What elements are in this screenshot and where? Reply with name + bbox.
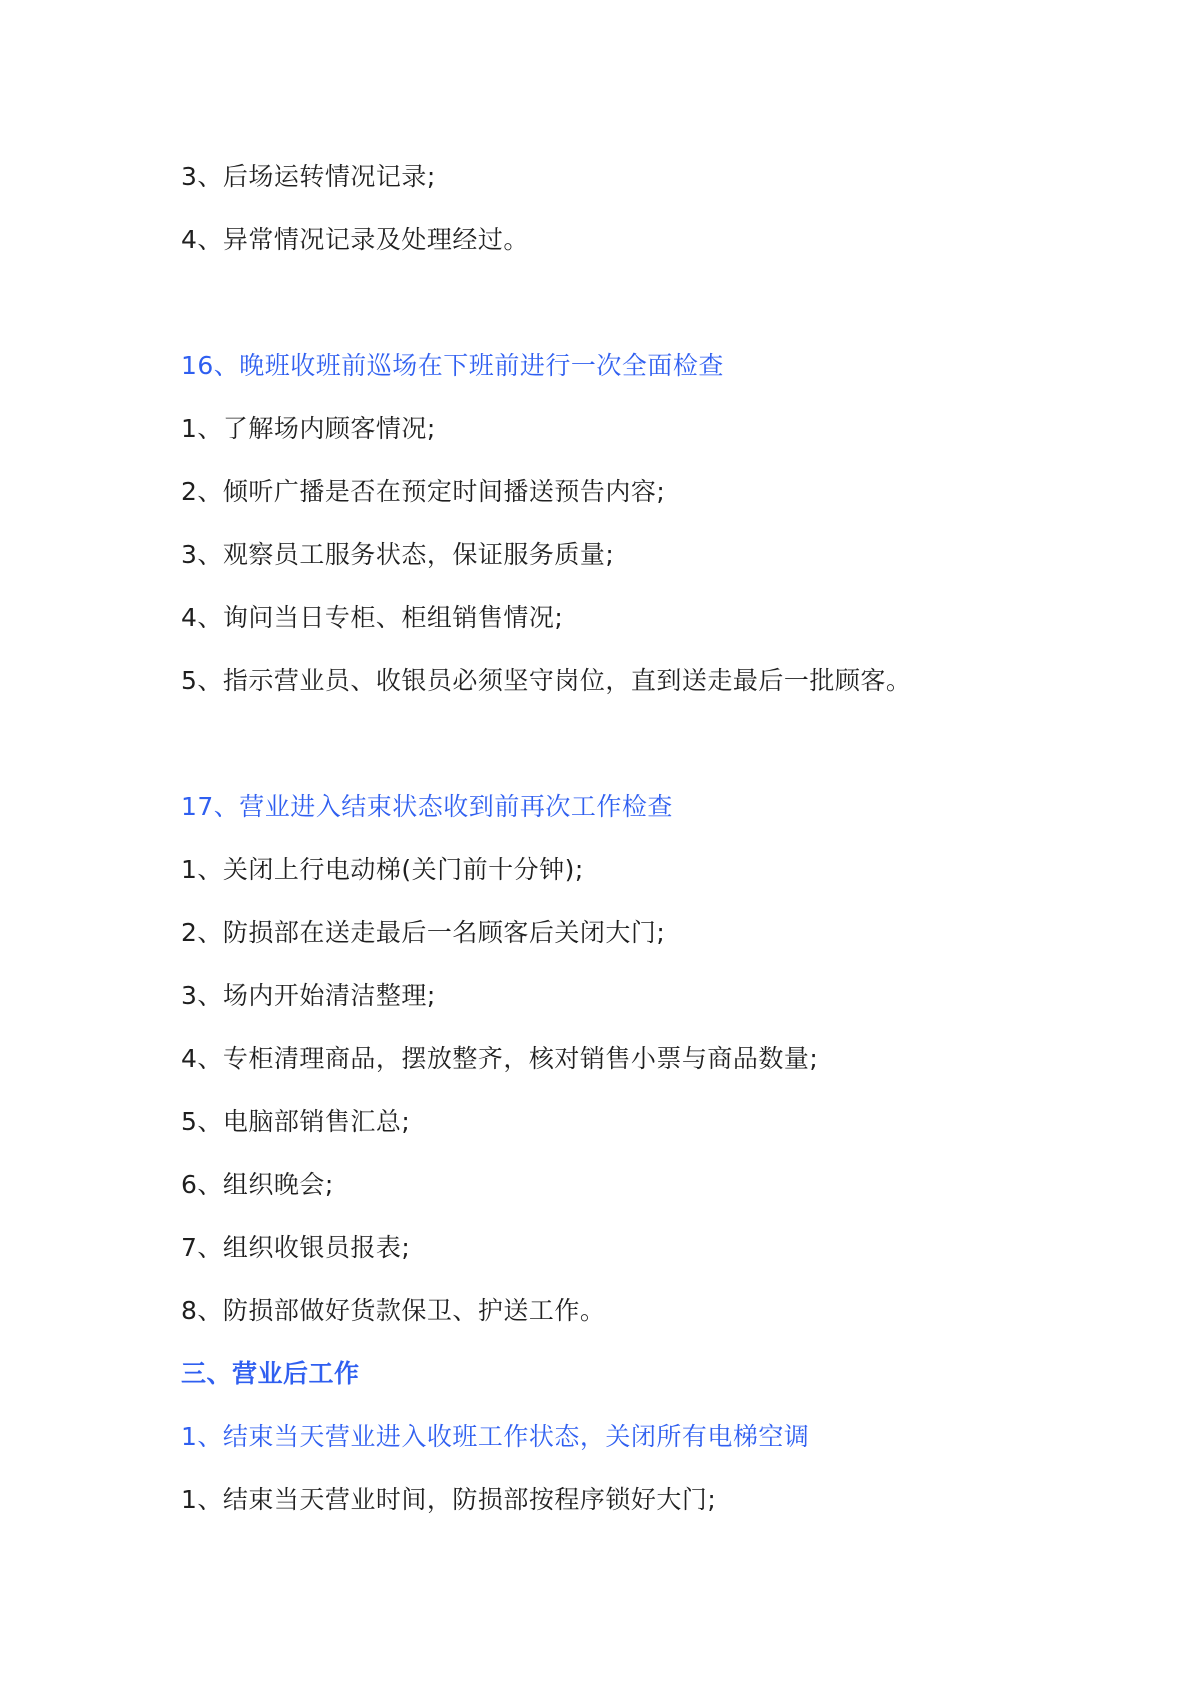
list-item: 7、组织收银员报表;: [181, 1233, 411, 1262]
list-item: 5、指示营业员、收银员必须坚守岗位，直到送走最后一批顾客。: [181, 666, 912, 695]
list-item: 4、询问当日专柜、柜组销售情况;: [181, 603, 564, 632]
list-item: 4、异常情况记录及处理经过。: [181, 225, 529, 254]
list-item: 6、组织晚会;: [181, 1170, 334, 1199]
list-item: 3、后场运转情况记录;: [181, 162, 436, 191]
list-item: 2、倾听广播是否在预定时间播送预告内容;: [181, 477, 666, 506]
section-title-16: 16、晚班收班前巡场在下班前进行一次全面检查: [181, 351, 724, 380]
list-item: 2、防损部在送走最后一名顾客后关闭大门;: [181, 918, 666, 947]
list-item: 3、场内开始清洁整理;: [181, 981, 436, 1010]
list-item: 8、防损部做好货款保卫、护送工作。: [181, 1296, 606, 1325]
chapter-heading: 三、营业后工作: [181, 1359, 360, 1388]
list-item: 1、关闭上行电动梯(关门前十分钟);: [181, 855, 584, 884]
list-item: 5、电脑部销售汇总;: [181, 1107, 411, 1136]
list-item: 1、了解场内顾客情况;: [181, 414, 436, 443]
section-title-17: 17、营业进入结束状态收到前再次工作检查: [181, 792, 673, 821]
list-item: 4、专柜清理商品，摆放整齐，核对销售小票与商品数量;: [181, 1044, 819, 1073]
list-item: 3、观察员工服务状态，保证服务质量;: [181, 540, 615, 569]
subsection-title: 1、结束当天营业进入收班工作状态，关闭所有电梯空调: [181, 1422, 810, 1451]
list-item: 1、结束当天营业时间，防损部按程序锁好大门;: [181, 1485, 717, 1514]
